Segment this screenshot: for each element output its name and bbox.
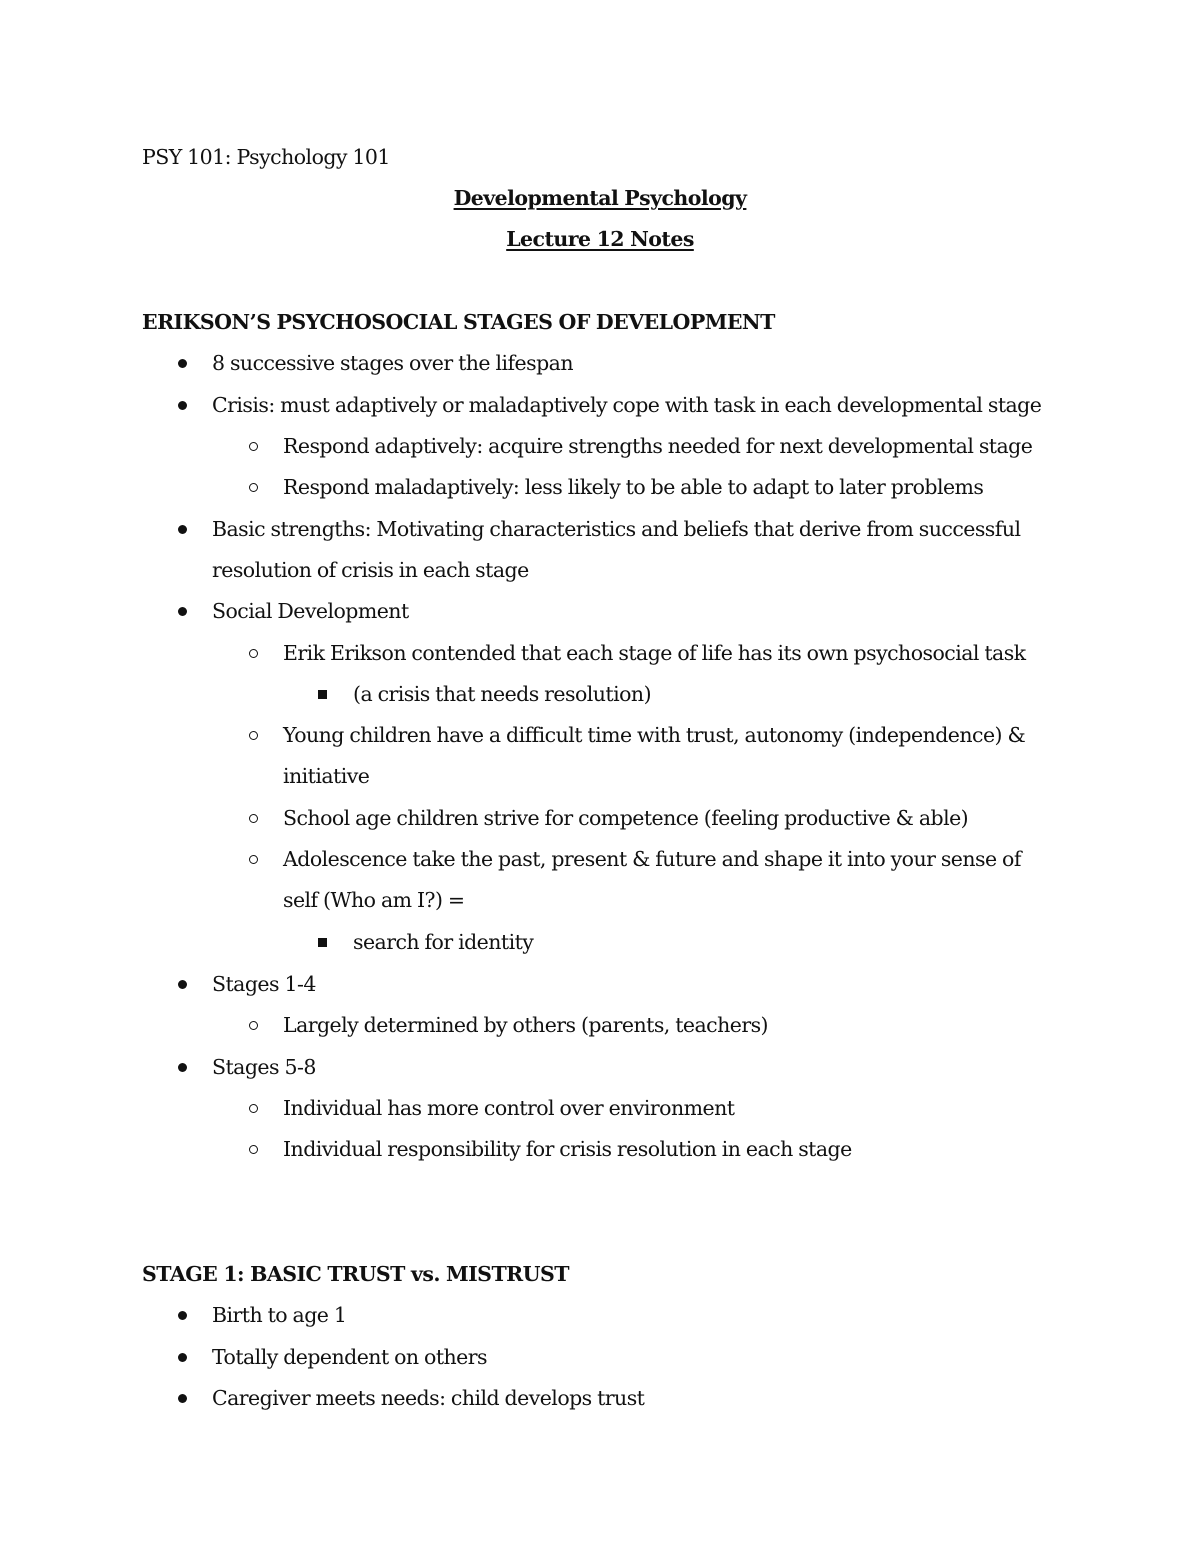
list-item: Adolescence take the past, present & future and shape it into your sense of xyxy=(283,847,1021,871)
bullet-disc-icon xyxy=(178,980,187,989)
section-heading-erikson: ERIKSON’S PSYCHOSOCIAL STAGES OF DEVELOPMENT xyxy=(142,310,775,334)
bullet-disc-icon xyxy=(178,1394,187,1403)
list-item: Individual responsibility for crisis resolution in each stage xyxy=(283,1137,852,1161)
document-title: Developmental Psychology xyxy=(453,186,747,210)
list-item-continuation: initiative xyxy=(283,764,370,788)
list-item: Respond adaptively: acquire strengths needed for next developmental stage xyxy=(283,434,1033,458)
bullet-circle-icon xyxy=(249,1104,258,1113)
list-item: Respond maladaptively: less likely to be able to adapt to later problems xyxy=(283,475,984,499)
list-item: Erik Erikson contended that each stage of life has its own psychosocial task xyxy=(283,641,1026,665)
bullet-circle-icon xyxy=(249,1145,258,1154)
bullet-circle-icon xyxy=(249,731,258,740)
list-item: Largely determined by others (parents, teachers) xyxy=(283,1013,769,1037)
bullet-disc-icon xyxy=(178,359,187,368)
bullet-disc-icon xyxy=(178,1353,187,1362)
bullet-circle-icon xyxy=(249,855,258,864)
list-item: Caregiver meets needs: child develops trust xyxy=(212,1386,645,1410)
bullet-disc-icon xyxy=(178,607,187,616)
bullet-disc-icon xyxy=(178,401,187,410)
list-item: search for identity xyxy=(353,930,534,954)
list-item: Totally dependent on others xyxy=(212,1345,487,1369)
list-item-continuation: resolution of crisis in each stage xyxy=(212,558,529,582)
list-item: Young children have a difficult time with trust, autonomy (independence) & xyxy=(283,723,1026,747)
bullet-square-icon xyxy=(318,690,327,699)
list-item: 8 successive stages over the lifespan xyxy=(212,351,573,375)
list-item: Birth to age 1 xyxy=(212,1303,347,1327)
document-subtitle: Lecture 12 Notes xyxy=(506,227,694,251)
course-label: PSY 101: Psychology 101 xyxy=(142,145,390,169)
bullet-circle-icon xyxy=(249,814,258,823)
bullet-circle-icon xyxy=(249,649,258,658)
list-item: (a crisis that needs resolution) xyxy=(353,682,652,706)
list-item: Social Development xyxy=(212,599,409,623)
list-item-continuation: self (Who am I?) = xyxy=(283,888,465,912)
list-item: Crisis: must adaptively or maladaptively cope with task in each developmental stage xyxy=(212,393,1042,417)
bullet-square-icon xyxy=(318,938,327,947)
bullet-circle-icon xyxy=(249,1021,258,1030)
bullet-disc-icon xyxy=(178,525,187,534)
bullet-circle-icon xyxy=(249,483,258,492)
bullet-disc-icon xyxy=(178,1063,187,1072)
list-item: Stages 5-8 xyxy=(212,1055,316,1079)
list-item: Individual has more control over environment xyxy=(283,1096,735,1120)
list-item: Basic strengths: Motivating characteristics and beliefs that derive from successful xyxy=(212,517,1021,541)
bullet-disc-icon xyxy=(178,1311,187,1320)
list-item: Stages 1-4 xyxy=(212,972,316,996)
bullet-circle-icon xyxy=(249,442,258,451)
section-heading-stage-1: STAGE 1: BASIC TRUST vs. MISTRUST xyxy=(142,1262,569,1286)
list-item: School age children strive for competence (feeling productive & able) xyxy=(283,806,969,830)
